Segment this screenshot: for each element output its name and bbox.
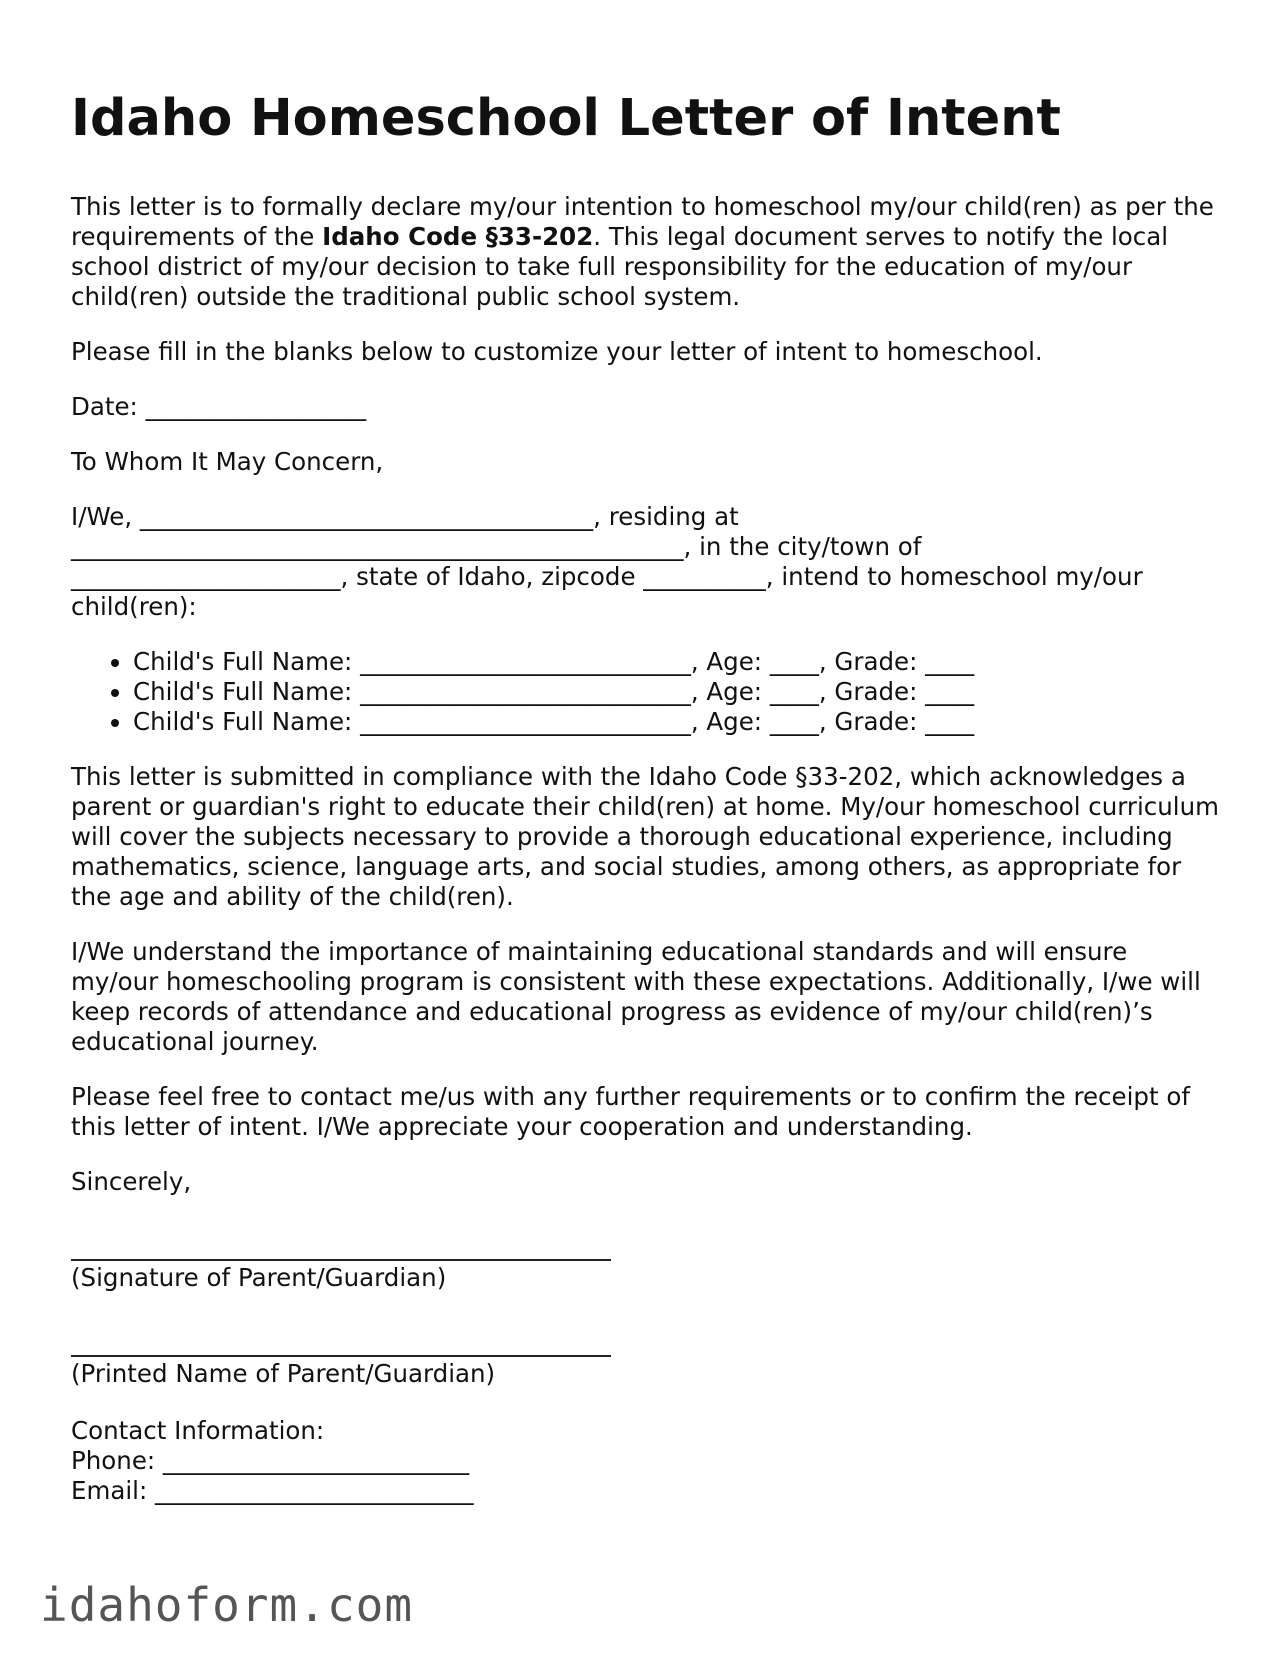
intro-code-reference: Idaho Code §33-202 [322, 222, 594, 251]
signature-line [71, 1235, 611, 1261]
declaration-line-1: I/We, _____________________________________, residing at [71, 502, 739, 531]
child-entry: • Child's Full Name: ___________________________, Age: ____, Grade: ____ [133, 677, 1221, 707]
email-field: Email: __________________________ [71, 1476, 474, 1505]
children-list [71, 647, 1221, 737]
date-field: Date: __________________ [71, 392, 367, 421]
child-entry: • Child's Full Name: ___________________________, Age: ____, Grade: ____ [133, 647, 1221, 677]
standards-paragraph: I/We understand the importance of maintaining educational standards and will ensure my/our homeschooling program is consistent with these expectations. Additionally, I/we will keep records of attendance and educational progress as evidence of my/our child(ren)’s educational journey. [71, 937, 1201, 1056]
sign-off: Sincerely, [71, 1167, 192, 1196]
page-title: Idaho Homeschool Letter of Intent [71, 89, 1061, 148]
salutation: To Whom It May Concern, [71, 447, 384, 476]
instructions-paragraph: Please fill in the blanks below to customize your letter of intent to homeschool. [71, 337, 1043, 366]
letter-page [71, 88, 1221, 1506]
declaration-line-3: ______________________, state of Idaho, zipcode __________, intend to homeschool my/our child(ren): [71, 562, 1143, 621]
intro-text-start: This letter is to formally declare my/our intention to homeschool my/our child(ren) as per the requirements of the [71, 192, 1214, 251]
watermark: idahoform.com [40, 1578, 414, 1632]
intro-paragraph [71, 192, 1221, 312]
signature-label: (Signature of Parent/Guardian) [71, 1263, 447, 1292]
printed-name-label: (Printed Name of Parent/Guardian) [71, 1359, 496, 1388]
closing-request-paragraph: Please feel free to contact me/us with any further requirements or to confirm the receipt of this letter of intent. I/We appreciate your cooperation and understanding. [71, 1082, 1190, 1141]
contact-heading: Contact Information: [71, 1416, 325, 1445]
contact-block [71, 1416, 1221, 1506]
printed-name-line [71, 1331, 611, 1357]
declaration-line-2: __________________________________________________, in the city/town of [71, 532, 922, 561]
child-entry: • Child's Full Name: ___________________________, Age: ____, Grade: ____ [133, 707, 1221, 737]
phone-field: Phone: _________________________ [71, 1446, 470, 1475]
declaration-paragraph [71, 502, 1221, 622]
intro-text-end: . This legal document serves to notify the local school district of my/our decision to take full responsibility for the education of my/our child(ren) outside the traditional public school system. [71, 222, 1169, 311]
compliance-paragraph: This letter is submitted in compliance with the Idaho Code §33-202, which acknowledges a parent or guardian's right to educate their child(ren) at home. My/our homeschool curriculum will cover the subjects necessary to provide a thorough educational experience, including mathematics, science, language arts, and social studies, among others, as appropriate for the age and ability of the child(ren). [71, 762, 1220, 911]
